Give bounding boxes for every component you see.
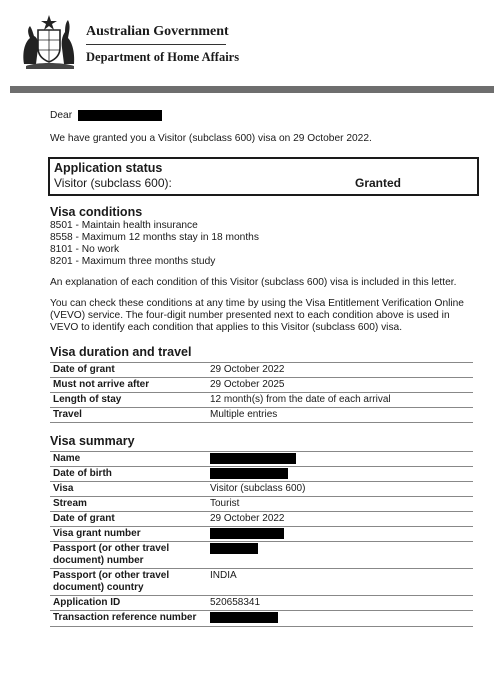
row-label: Date of grant xyxy=(50,512,204,527)
row-label: Transaction reference number xyxy=(50,611,204,626)
redacted-value xyxy=(210,543,258,554)
table-row xyxy=(50,452,473,467)
row-label: Stream xyxy=(50,497,204,512)
row-label: Length of stay xyxy=(50,393,204,408)
table-row xyxy=(50,497,473,512)
row-value: 29 October 2022 xyxy=(204,512,473,527)
condition-item: 8201 - Maximum three months study xyxy=(50,256,216,267)
row-label: Passport (or other travel document) number xyxy=(50,542,204,569)
coat-of-arms-logo xyxy=(18,12,80,70)
row-value: INDIA xyxy=(204,569,473,596)
duration-title: Visa duration and travel xyxy=(50,345,192,359)
department-name: Department of Home Affairs xyxy=(86,50,240,64)
row-value: 12 month(s) from the date of each arrival xyxy=(204,393,473,408)
conditions-title: Visa conditions xyxy=(50,205,143,219)
row-value: Visitor (subclass 600) xyxy=(204,482,473,497)
salutation-text: Dear xyxy=(50,110,73,122)
divider xyxy=(86,44,226,45)
redacted-value xyxy=(210,612,278,623)
table-row xyxy=(50,527,473,542)
row-label: Visa grant number xyxy=(50,527,204,542)
row-label: Application ID xyxy=(50,596,204,611)
table-row xyxy=(50,569,473,596)
status-visa: Visitor (subclass 600): xyxy=(54,176,172,190)
row-value: Tourist xyxy=(204,497,473,512)
status-badge: Granted xyxy=(354,176,401,190)
application-status-box xyxy=(48,157,479,196)
summary-title: Visa summary xyxy=(50,434,135,448)
summary-table xyxy=(50,451,473,627)
row-label: Travel xyxy=(50,408,204,423)
conditions-explanation: An explanation of each condition of this Visitor (subclass 600) visa is included in this letter. xyxy=(50,277,457,288)
row-label: Date of grant xyxy=(50,363,204,378)
condition-item: 8501 - Maintain health insurance xyxy=(50,220,198,231)
table-row xyxy=(50,596,473,611)
table-row xyxy=(50,378,473,393)
duration-table xyxy=(50,362,473,423)
header-bar xyxy=(10,86,494,93)
row-value: Multiple entries xyxy=(204,408,473,423)
table-row xyxy=(50,542,473,569)
grant-statement: We have granted you a Visitor (subclass 600) visa on 29 October 2022. xyxy=(50,133,372,144)
table-row xyxy=(50,611,473,626)
visa-conditions xyxy=(50,205,475,268)
table-row xyxy=(50,482,473,497)
redacted-value xyxy=(210,468,288,479)
row-value: 29 October 2022 xyxy=(204,363,473,378)
letterhead xyxy=(0,0,500,88)
status-title: Application status xyxy=(54,161,163,175)
government-name: Australian Government xyxy=(86,24,229,39)
table-row xyxy=(50,467,473,482)
row-label: Name xyxy=(50,452,204,467)
condition-item: 8558 - Maximum 12 months stay in 18 months xyxy=(50,232,259,243)
redacted-name xyxy=(78,110,162,121)
row-label: Date of birth xyxy=(50,467,204,482)
row-value: 520658341 xyxy=(204,596,473,611)
table-row xyxy=(50,363,473,378)
table-row xyxy=(50,408,473,423)
redacted-value xyxy=(210,453,296,464)
table-row xyxy=(50,393,473,408)
letter-body xyxy=(50,110,475,627)
salutation xyxy=(50,110,475,124)
row-label: Passport (or other travel document) country xyxy=(50,569,204,596)
row-label: Must not arrive after xyxy=(50,378,204,393)
row-value: 29 October 2025 xyxy=(204,378,473,393)
table-row xyxy=(50,512,473,527)
redacted-value xyxy=(210,528,284,539)
condition-item: 8101 - No work xyxy=(50,244,120,255)
row-label: Visa xyxy=(50,482,204,497)
vevo-note: You can check these conditions at any time by using the Visa Entitlement Verification Online (VEVO) service. The four-digit number presented next to each condition above is used in VEVO to identify each condition that applies to this Visitor (subclass 600) visa. xyxy=(50,298,464,333)
